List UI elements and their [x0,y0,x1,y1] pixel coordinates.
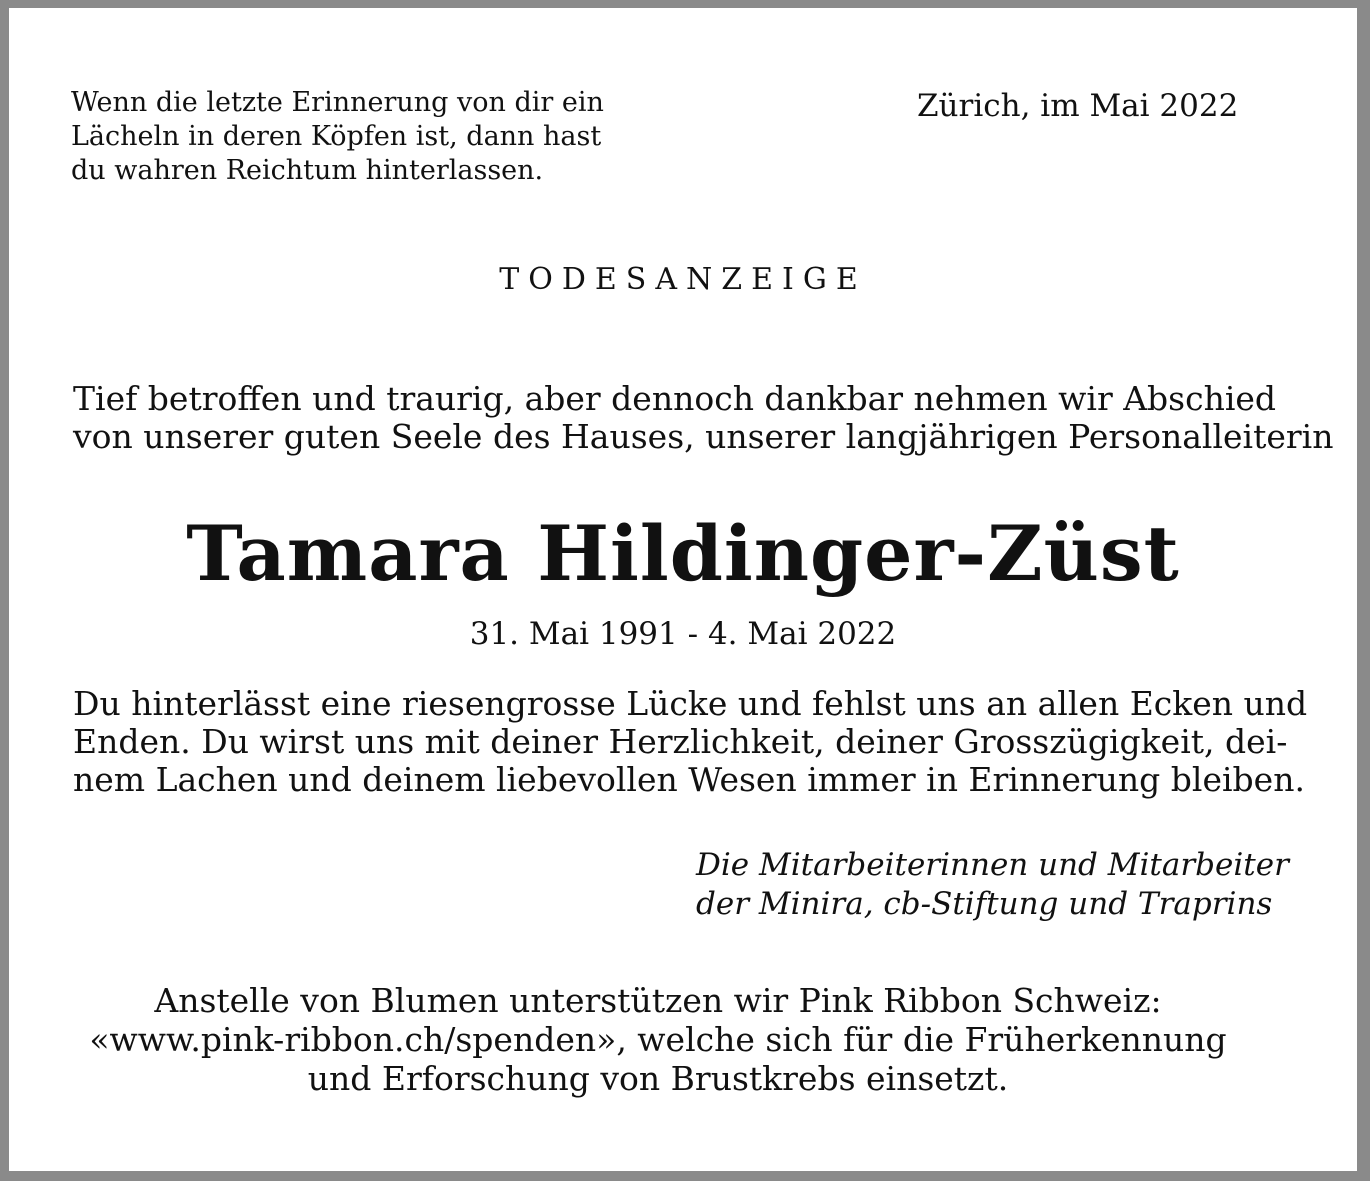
quote-line: du wahren Reichtum hinterlassen. [71,155,544,186]
donation-line: und Erforschung von Brustkrebs einsetzt. [307,1059,1009,1098]
death-notice [9,8,1357,1171]
tribute-line: Enden. Du wirst uns mit deiner Herzlichkeit, deiner Grosszügigkeit, dei- [73,722,1288,761]
intro-line: Tief betroffen und traurig, aber dennoch dankbar nehmen wir Abschied [73,379,1277,418]
signature-line: der Minira, cb-Stiftung und Traprins [696,886,1273,922]
tribute-line: nem Lachen und deinem liebevollen Wesen immer in Erinnerung bleiben. [73,760,1305,799]
quote-line: Wenn die letzte Erinnerung von dir ein [71,87,604,118]
intro-text [73,380,1333,456]
signature-line: Die Mitarbeiterinnen und Mitarbeiter [696,847,1289,883]
memorial-quote [71,86,604,188]
signature-block [696,846,1289,924]
notice-heading: TODESANZEIGE [499,262,867,297]
deceased-name: Tamara Hildinger-Züst [186,509,1180,598]
intro-line: von unserer guten Seele des Hauses, unserer langjährigen Personalleiterin [73,417,1334,456]
tribute-text [73,685,1307,799]
donation-note [9,981,1307,1098]
life-dates: 31. Mai 1991 - 4. Mai 2022 [469,616,897,652]
tribute-line: Du hinterlässt eine riesengrosse Lücke und fehlst uns an allen Ecken und [73,684,1308,723]
donation-line: Anstelle von Blumen unterstützen wir Pink Ribbon Schweiz: [154,981,1162,1020]
donation-line: «www.pink-ribbon.ch/spenden», welche sich für die Früherkennung [89,1020,1227,1059]
place-and-date: Zürich, im Mai 2022 [917,88,1239,124]
quote-line: Lächeln in deren Köpfen ist, dann hast [71,121,602,152]
